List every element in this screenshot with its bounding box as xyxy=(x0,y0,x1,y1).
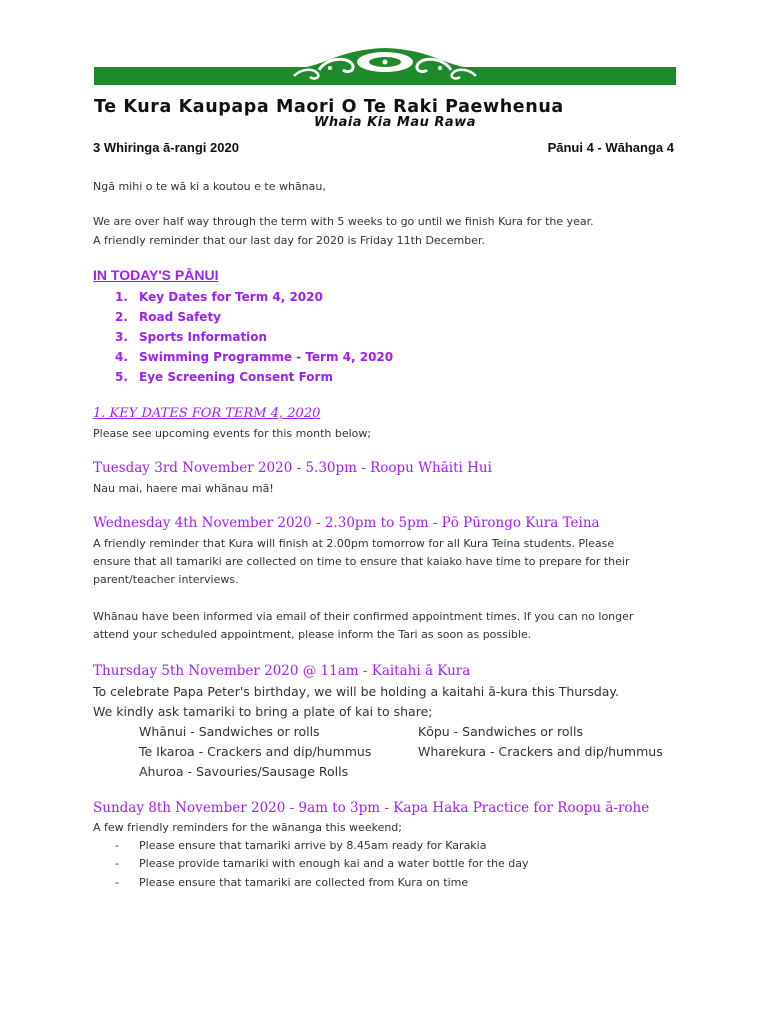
newsletter-issue: Pānui 4 - Wāhanga 4 xyxy=(547,140,674,155)
school-name: Te Kura Kaupapa Maori O Te Raki Paewhenua xyxy=(94,97,564,117)
event-text: ensure that all tamariki are collected on time to ensure that kaiako have time to prepare for their xyxy=(93,555,630,568)
kai-item: Wharekura - Crackers and dip/hummus xyxy=(418,744,663,759)
section-subtitle: Please see upcoming events for this month below; xyxy=(93,427,372,440)
toc-item-label: Sports Information xyxy=(139,330,268,344)
toc-item-number: 2. xyxy=(115,310,128,324)
bullet-item: Please provide tamariki with enough kai and a water bottle for the day xyxy=(139,857,529,870)
bullet-dash: - xyxy=(115,857,119,870)
toc-item-label: Road Safety xyxy=(139,310,222,324)
event-text: A few friendly reminders for the wānanga this weekend; xyxy=(93,821,402,834)
section-title-key-dates: 1. KEY DATES FOR TERM 4, 2020 xyxy=(93,406,321,421)
bullet-dash: - xyxy=(115,839,119,852)
toc-item xyxy=(115,350,393,364)
event-text: attend your scheduled appointment, please inform the Tari as soon as possible. xyxy=(93,628,532,641)
toc-item-number: 3. xyxy=(115,330,128,344)
kai-item: Whānui - Sandwiches or rolls xyxy=(139,724,320,739)
toc-item-label: Swimming Programme - Term 4, 2020 xyxy=(139,350,394,364)
toc-item-number: 4. xyxy=(115,350,128,364)
event-text: Whānau have been informed via email of their confirmed appointment times. If you can no longer xyxy=(93,610,634,623)
event-text: parent/teacher interviews. xyxy=(93,573,239,586)
event-title: Thursday 5th November 2020 @ 11am - Kaitahi ā Kura xyxy=(93,663,471,679)
kai-item: Te Ikaroa - Crackers and dip/hummus xyxy=(139,744,372,759)
toc-item xyxy=(115,330,267,344)
greeting: Ngā mihi o te wā ki a koutou e te whānau, xyxy=(93,180,326,193)
toc-item-label: Eye Screening Consent Form xyxy=(139,370,333,384)
event-title: Tuesday 3rd November 2020 - 5.30pm - Roopu Whāiti Hui xyxy=(93,460,492,476)
toc-item xyxy=(115,290,323,304)
event-title: Sunday 8th November 2020 - 9am to 3pm - Kapa Haka Practice for Roopu ā-rohe xyxy=(93,800,650,816)
intro-line-1: We are over half way through the term with 5 weeks to go until we finish Kura for the year. xyxy=(93,215,594,228)
toc-item xyxy=(115,310,221,324)
toc-item-number: 5. xyxy=(115,370,128,384)
event-text: Nau mai, haere mai whānau mā! xyxy=(93,482,274,495)
bullet-item: Please ensure that tamariki are collected from Kura on time xyxy=(139,876,469,889)
toc-item-number: 1. xyxy=(115,290,128,304)
event-text: We kindly ask tamariki to bring a plate of kai to share; xyxy=(93,704,433,719)
kowhaiwhai-banner-logo xyxy=(94,40,676,90)
event-title: Wednesday 4th November 2020 - 2.30pm to 5pm - Pō Pūrongo Kura Teina xyxy=(93,515,600,531)
kai-item: Kōpu - Sandwiches or rolls xyxy=(418,724,584,739)
bullet-item: Please ensure that tamariki arrive by 8.45am ready for Karakia xyxy=(139,839,487,852)
toc-item xyxy=(115,370,333,384)
newsletter-date: 3 Whiringa ā-rangi 2020 xyxy=(93,140,239,155)
toc-title: IN TODAY'S PĀNUI xyxy=(93,267,219,283)
school-motto: Whaia Kia Mau Rawa xyxy=(313,115,476,130)
kai-item: Ahuroa - Savouries/Sausage Rolls xyxy=(139,764,349,779)
event-text: To celebrate Papa Peter's birthday, we will be holding a kaitahi ā-kura this Thursday. xyxy=(93,684,620,699)
bullet-dash: - xyxy=(115,876,119,889)
intro-line-2: A friendly reminder that our last day for 2020 is Friday 11th December. xyxy=(93,234,485,247)
event-text: A friendly reminder that Kura will finish at 2.00pm tomorrow for all Kura Teina students. Please xyxy=(93,537,615,550)
toc-item-label: Key Dates for Term 4, 2020 xyxy=(139,290,323,304)
